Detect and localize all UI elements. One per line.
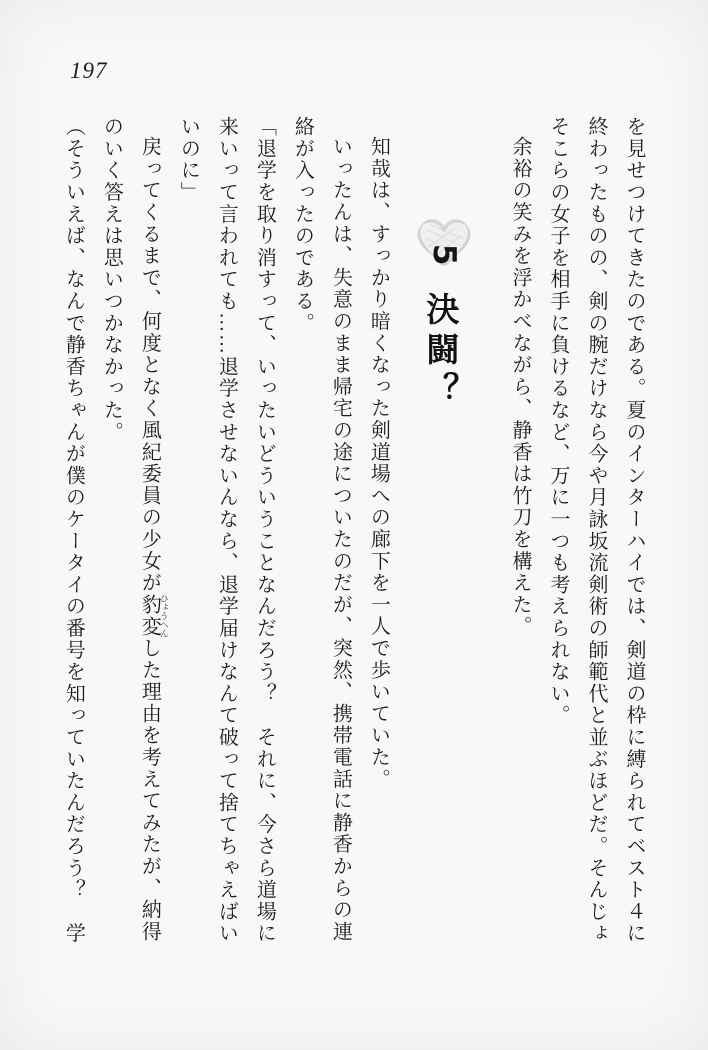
heart-scribble-icon <box>415 216 473 274</box>
chapter-number-badge <box>415 216 473 274</box>
paragraph: 余裕の笑みを浮かべながら、静香は竹刀を構えた。 <box>509 136 531 638</box>
chapter-number: 5 <box>426 243 462 266</box>
ruby-annotated-word: 豹変 ひょうへん <box>138 593 170 638</box>
body-text <box>54 116 653 954</box>
paragraph: を見せつけてきたのである。夏のインターハイでは、剣道の枠に縛られてベスト４に終わったものの、剣の腕だけなら今や月詠坂流剣術の師範代と並ぶほどだ。そんじょそこらの女子を相手に負けるなど、万に一つも考えられない。 <box>547 116 645 945</box>
paragraph: （そういえば、なんで静香ちゃんが僕のケータイの番号を知っていたんだろう？ 学 <box>62 116 85 945</box>
paragraph: 「退学を取り消すって、いったいどういうことなんだろう？ それに、今さら道場に来いって言われても……退学させないんなら、退学届けなんて破って捨てちゃえばいいのに」 <box>177 116 276 945</box>
chapter-title: 決闘？ <box>421 292 458 412</box>
paragraphs-before-heading <box>501 116 653 954</box>
paragraph: 知哉は、すっかり暗くなった剣道場への廊下を一人で歩いていた。 <box>367 136 390 790</box>
paragraph: いったんは、失意のまま帰宅の途についたのだが、突然、携帯電話に静香からの連絡が入ったのである。 <box>291 116 352 943</box>
chapter-heading <box>409 116 473 954</box>
paragraphs-after-heading <box>54 116 397 954</box>
paragraph: 戻ってくるまで、何度となく風紀委員の少女が豹変 ひょうへんした理由を考えてみたが、納得のいく答えは思いつかなかった。 <box>100 116 170 943</box>
page-number: 197 <box>70 58 108 83</box>
